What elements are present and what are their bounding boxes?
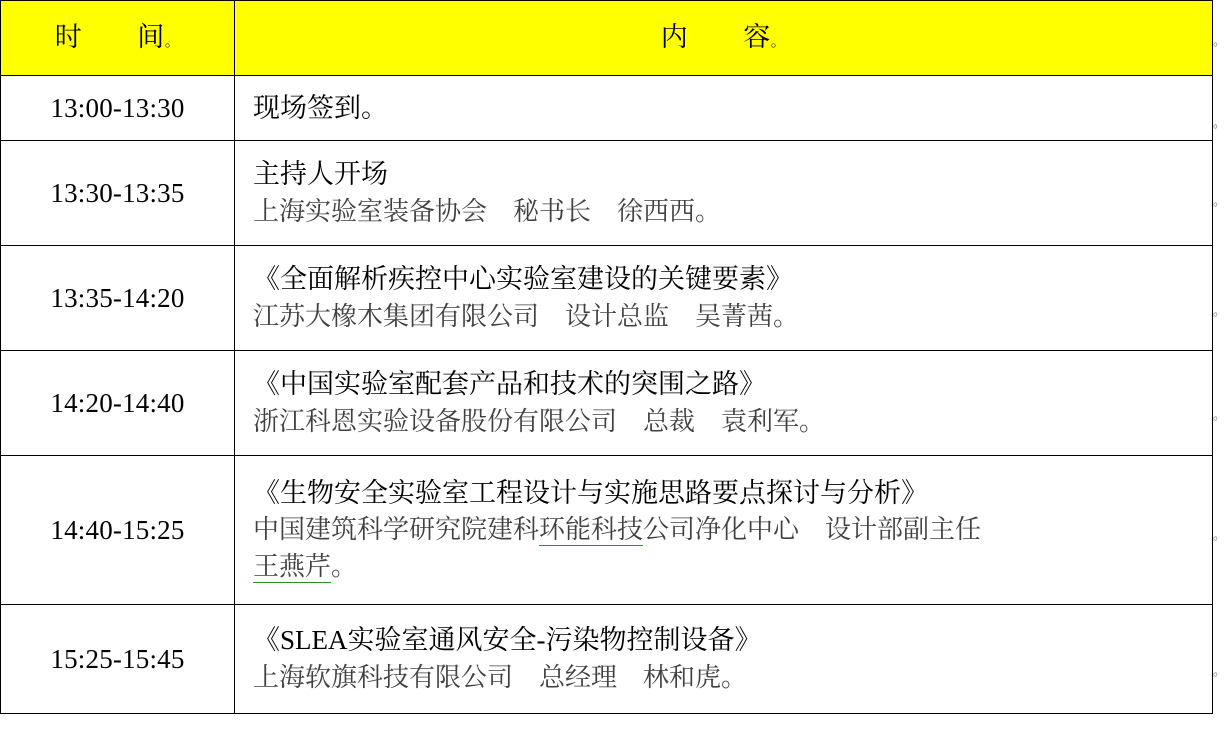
session-speaker (253, 512, 1212, 549)
session-speaker-name (253, 549, 1212, 586)
session-title: 《生物安全实验室工程设计与实施思路要点探讨与分析》 (253, 477, 928, 508)
time-value: 13:00-13:30 (50, 92, 185, 123)
margin-mark: 。 (1213, 407, 1227, 422)
content-cell (235, 456, 1213, 605)
margin-mark: 。 (1213, 115, 1227, 130)
time-cell (1, 351, 235, 456)
session-speaker: 江苏大橡木集团有限公司 设计总监 吴菁茜。 (253, 301, 800, 331)
time-value: 14:40-15:25 (50, 514, 185, 545)
content-block (235, 149, 1212, 236)
session-title: 《SLEA实验室通风安全-污染物控制设备》 (253, 625, 762, 656)
table-row (1, 246, 1213, 351)
header-time-mark: 。 (164, 34, 181, 51)
header-cell-time (1, 1, 235, 76)
session-speaker: 浙江科恩实验设备股份有限公司 总裁 袁利军。 (253, 406, 826, 436)
margin-mark: 。 (1213, 527, 1227, 542)
content-cell (235, 141, 1213, 246)
table-row (1, 605, 1213, 714)
session-title: 现场签到。 (253, 92, 388, 123)
time-value: 14:20-14:40 (50, 387, 185, 418)
time-value: 13:30-13:35 (50, 177, 185, 208)
session-speaker: 上海软旗科技有限公司 总经理 林和虎。 (253, 662, 748, 692)
speaker-org-part2: 环能科技 (539, 515, 644, 545)
content-block (235, 254, 1212, 341)
table-header-row (1, 1, 1213, 76)
margin-mark: 。 (1213, 33, 1227, 48)
header-cell-content (235, 1, 1213, 76)
time-value: 15:25-15:45 (50, 643, 185, 674)
session-title: 《全面解析疾控中心实验室建设的关键要素》 (253, 264, 793, 295)
margin-marks (1213, 0, 1227, 739)
header-label-time: 时 间。 (54, 22, 181, 53)
header-content-mark: 。 (770, 34, 787, 51)
speaker-name: 王燕芹 (253, 552, 332, 582)
content-cell (235, 605, 1213, 714)
time-cell (1, 456, 235, 605)
session-speaker: 上海实验室装备协会 秘书长 徐西西。 (253, 196, 722, 226)
margin-mark: 。 (1213, 303, 1227, 318)
content-block (235, 359, 1212, 446)
time-cell (1, 246, 235, 351)
session-title: 主持人开场 (253, 159, 388, 190)
header-label-content: 内 容。 (660, 22, 787, 53)
table-row (1, 351, 1213, 456)
speaker-org-part1: 中国建筑科学研究院建科 (253, 515, 540, 545)
content-cell (235, 246, 1213, 351)
table-row (1, 141, 1213, 246)
time-value: 13:35-14:20 (50, 282, 185, 313)
time-cell (1, 141, 235, 246)
table-row (1, 76, 1213, 141)
time-cell (1, 605, 235, 714)
content-block (235, 468, 1212, 592)
content-block (235, 83, 1212, 133)
margin-mark: 。 (1213, 663, 1227, 678)
speaker-org-part3: 公司净化中心 设计部副主任 (643, 515, 982, 545)
content-block (235, 615, 1212, 702)
time-cell (1, 76, 235, 141)
margin-mark: 。 (1213, 193, 1227, 208)
session-title: 《中国实验室配套产品和技术的突围之路》 (253, 369, 766, 400)
content-cell (235, 351, 1213, 456)
speaker-name-mark: 。 (331, 552, 358, 582)
content-cell (235, 76, 1213, 141)
table-row (1, 456, 1213, 605)
